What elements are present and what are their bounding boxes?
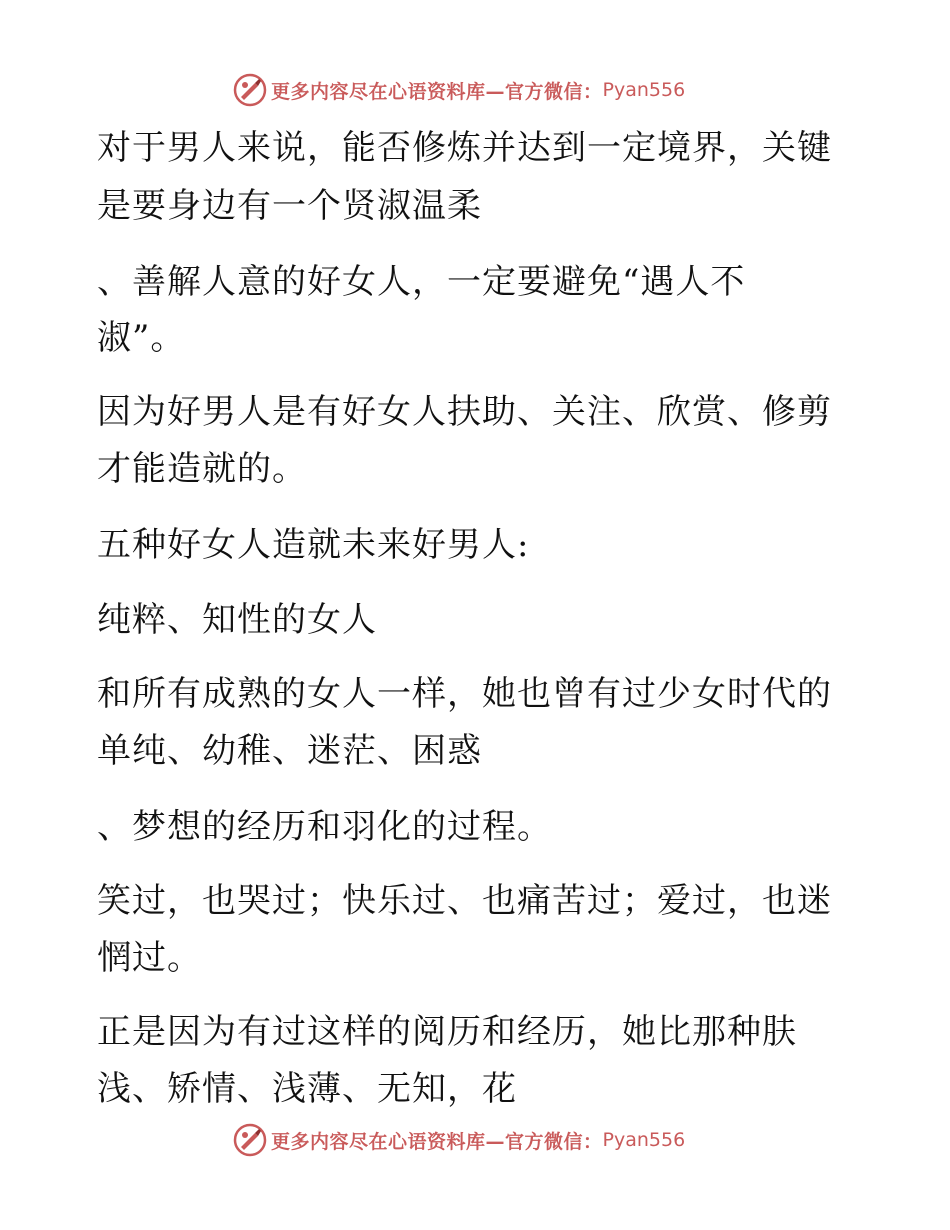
body-line: 浅、矫情、浅薄、无知，花 (97, 1069, 517, 1109)
pen-logo-icon (233, 73, 267, 107)
body-line: 因为好男人是有好女人扶助、关注、欣赏、修剪 (97, 392, 832, 432)
pen-logo-icon (233, 1123, 267, 1157)
watermark-text: 更多内容尽在心语资料库—官方微信： (271, 1130, 603, 1153)
body-line: 笑过，也哭过；快乐过、也痛苦过；爱过，也迷 (97, 881, 832, 921)
body-line: 是要身边有一个贤淑温柔 (97, 186, 482, 226)
watermark-text: 更多内容尽在心语资料库—官方微信： (271, 80, 603, 103)
header-watermark (233, 72, 685, 108)
body-line: 和所有成熟的女人一样，她也曾有过少女时代的 (97, 674, 832, 714)
body-line: 、善解人意的好女人，一定要避免“遇人不 (97, 262, 746, 302)
footer-watermark (233, 1122, 685, 1158)
body-line: 正是因为有过这样的阅历和经历，她比那种肤 (97, 1012, 797, 1052)
watermark-handle: Pyan556 (602, 79, 686, 101)
body-line: 纯粹、知性的女人 (97, 600, 377, 640)
body-line: 单纯、幼稚、迷茫、困惑 (97, 731, 482, 771)
body-line: 淑”。 (97, 318, 186, 358)
body-line: 才能造就的。 (97, 449, 307, 489)
body-line: 五种好女人造就未来好男人: (97, 525, 530, 565)
watermark-handle: Pyan556 (602, 1129, 686, 1151)
body-line: 惘过。 (97, 938, 202, 978)
body-line: 、梦想的经历和羽化的过程。 (97, 807, 552, 847)
body-line: 对于男人来说，能否修炼并达到一定境界，关键 (97, 128, 832, 168)
